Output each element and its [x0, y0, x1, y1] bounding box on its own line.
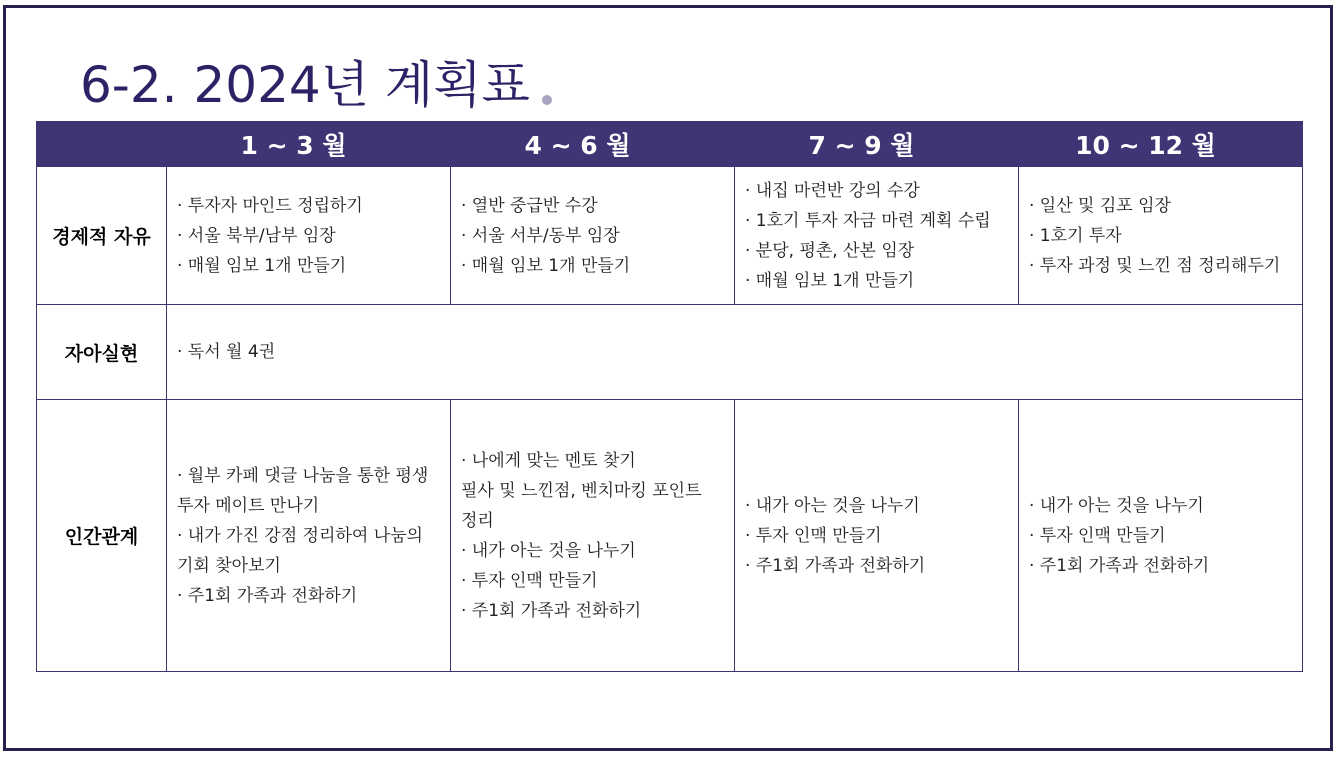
cell-line: · 일산 및 김포 임장: [1029, 195, 1171, 216]
table-row-relationships: [37, 400, 1303, 672]
cell-line: · 매월 임보 1개 만들기: [745, 270, 915, 291]
cell-line: · 서울 서부/동부 임장: [461, 225, 620, 246]
cell-economic-q2: [451, 167, 735, 305]
cell-line: · 매월 임보 1개 만들기: [177, 255, 347, 276]
cell-line: · 내가 아는 것을 나누기: [461, 540, 636, 561]
cell-line: 투자 메이트 만나기: [177, 495, 320, 516]
cell-line: · 투자 인맥 만들기: [461, 570, 598, 591]
cell-economic-q3: [735, 167, 1019, 305]
cell-line: · 월부 카페 댓글 나눔을 통한 평생: [177, 465, 429, 486]
page-title: 6-2. 2024년 계획표: [80, 56, 530, 114]
cell-line: · 주1회 가족과 전화하기: [461, 600, 642, 621]
cell-line: · 투자 인맥 만들기: [1029, 525, 1166, 546]
cell-line: · 내가 아는 것을 나누기: [745, 495, 920, 516]
column-header-q4: 10 ~ 12 월: [1019, 122, 1303, 167]
cell-line: · 열반 중급반 수강: [461, 195, 598, 216]
cell-self-realization: [167, 305, 1303, 400]
cell-line: · 주1회 가족과 전화하기: [1029, 555, 1210, 576]
cell-relationships-q3: [735, 400, 1019, 672]
cell-line: · 투자 인맥 만들기: [745, 525, 882, 546]
plan-table: [36, 121, 1303, 672]
column-header-q1: 1 ~ 3 월: [167, 122, 451, 167]
cell-relationships-q4: [1019, 400, 1303, 672]
cell-line: · 투자자 마인드 정립하기: [177, 195, 363, 216]
cell-line: · 서울 북부/남부 임장: [177, 225, 336, 246]
cell-economic-q4: [1019, 167, 1303, 305]
table-row-self-realization: [37, 305, 1303, 400]
cell-line: 정리: [461, 510, 494, 531]
cell-line: · 내집 마련반 강의 수강: [745, 180, 920, 201]
cell-line: · 1호기 투자: [1029, 225, 1122, 246]
cell-line: · 나에게 맞는 멘토 찾기: [461, 450, 636, 471]
cell-line: · 매월 임보 1개 만들기: [461, 255, 631, 276]
column-header-q2: 4 ~ 6 월: [451, 122, 735, 167]
table-row-economic: [37, 167, 1303, 305]
column-header-q3: 7 ~ 9 월: [735, 122, 1019, 167]
cell-line: · 주1회 가족과 전화하기: [745, 555, 926, 576]
title-dot-decoration: [542, 95, 552, 105]
header-row: [37, 122, 1303, 167]
row-label-economic: 경제적 자유: [37, 167, 167, 305]
cell-line: 필사 및 느낀점, 벤치마킹 포인트: [461, 480, 702, 501]
cell-economic-q1: [167, 167, 451, 305]
cell-line: · 투자 과정 및 느낀 점 정리해두기: [1029, 255, 1281, 276]
header-corner: [37, 122, 167, 167]
cell-line: · 분당, 평촌, 산본 임장: [745, 240, 915, 261]
cell-line: · 내가 가진 강점 정리하여 나눔의: [177, 525, 423, 546]
cell-line: · 독서 월 4권: [177, 342, 276, 362]
cell-relationships-q2: [451, 400, 735, 672]
cell-line: · 내가 아는 것을 나누기: [1029, 495, 1204, 516]
cell-line: 기회 찾아보기: [177, 555, 281, 576]
row-label-self-realization: 자아실현: [37, 305, 167, 400]
row-label-relationships: 인간관계: [37, 400, 167, 672]
cell-relationships-q1: [167, 400, 451, 672]
cell-line: · 1호기 투자 자금 마련 계획 수립: [745, 210, 991, 231]
cell-line: · 주1회 가족과 전화하기: [177, 585, 358, 606]
